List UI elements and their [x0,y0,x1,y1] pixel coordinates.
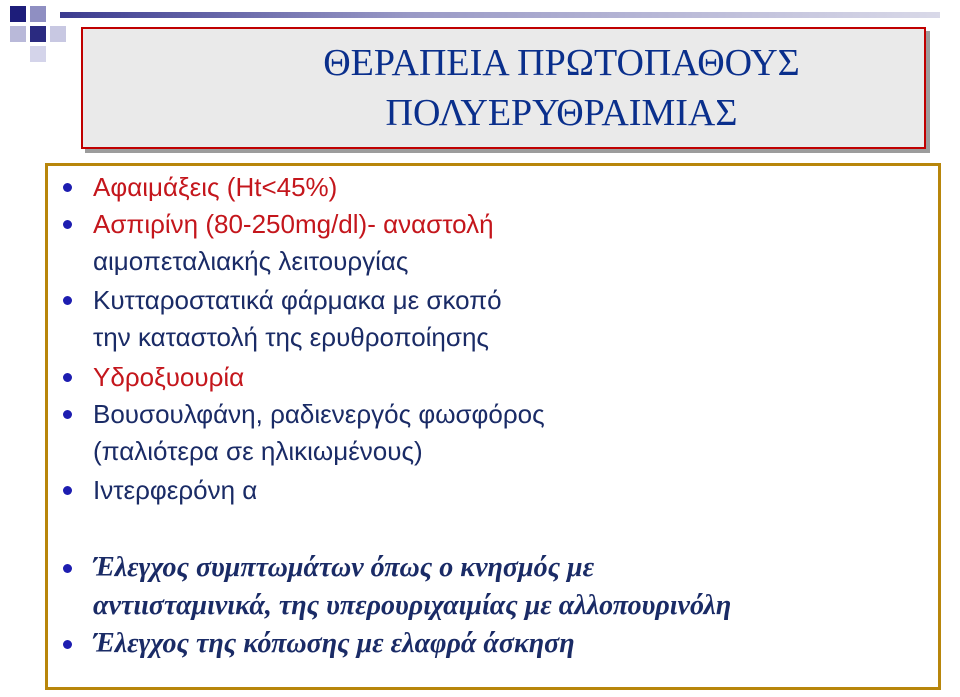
bullet-icon [63,296,72,305]
slide-title-line-2: ΠΟΛΥΕΡΥΘΡΑΙΜΙΑΣ [385,92,738,134]
list-item: Αφαιμάξεις (Ht<45%) [93,172,338,202]
list-item-continuation: (παλιότερα σε ηλικιωμένους) [93,436,423,466]
list-item: Υδροξυουρία [93,362,245,392]
corner-decoration [0,0,80,70]
list-item-continuation: αντιισταμινικά, της υπερουριχαιμίας με αλλοπουρινόλη [93,590,732,621]
list-item: Ιντερφερόνη α [93,475,258,505]
bullet-icon [63,220,72,229]
slide-title-line-1: ΘΕΡΑΠΕΙΑ ΠΡΩΤΟΠΑΘΟΥΣ [323,42,800,84]
bullet-icon [63,640,72,649]
list-item: Βουσουλφάνη, ραδιενεργός φωσφόρος [93,399,545,429]
list-item-continuation: αιμοπεταλιακής λειτουργίας [93,246,409,276]
list-item: Ασπιρίνη (80-250mg/dl)- αναστολή [93,209,494,239]
bullet-icon [63,486,72,495]
header-bar-decoration [60,12,940,18]
bullet-icon [63,564,72,573]
bullet-icon [63,183,72,192]
list-item: Κυτταροστατικά φάρμακα με σκοπό [93,285,502,315]
list-item-continuation: την καταστολή της ερυθροποίησης [93,322,489,352]
list-item: Έλεγχος συμπτωμάτων όπως ο κνησμός με [93,552,595,583]
bullet-icon [63,373,72,382]
slide-title-box [81,27,926,149]
list-item: Έλεγχος της κόπωσης με ελαφρά άσκηση [93,628,575,659]
bullet-icon [63,410,72,419]
